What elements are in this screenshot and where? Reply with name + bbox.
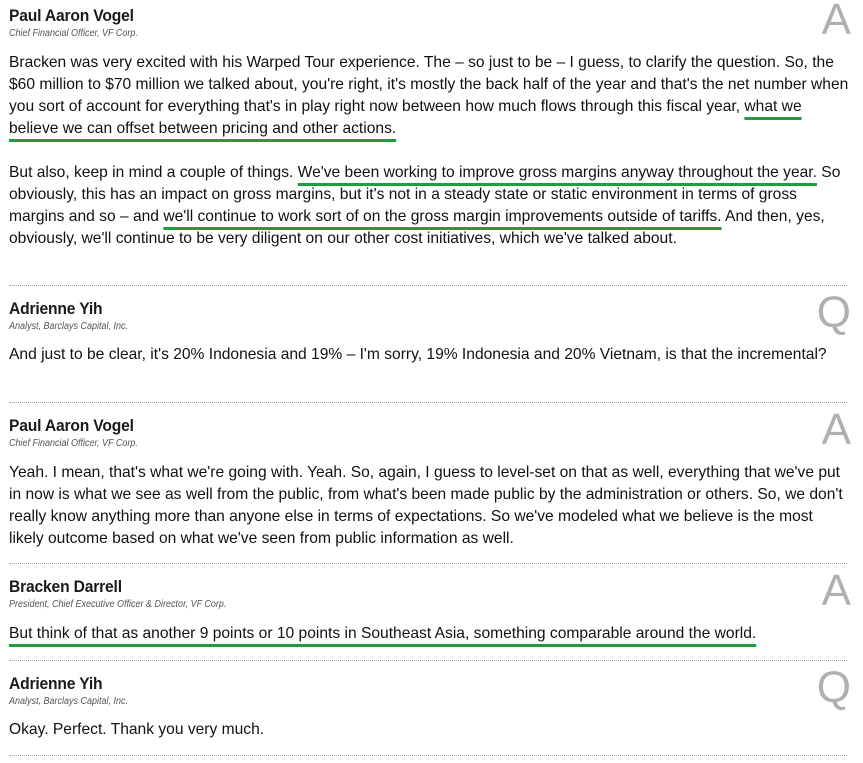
highlighted-text-segment: But think of that as another 9 points or 10 points in Southeast Asia, something comparable around the world.	[9, 625, 757, 642]
speaker-role: Analyst, Barclays Capital, Inc.	[9, 321, 129, 332]
question-text	[9, 719, 849, 741]
speaker-role: Chief Financial Officer, VF Corp.	[9, 28, 138, 39]
speaker-name: Paul Aaron Vogel	[9, 6, 134, 25]
speaker-name: Paul Aaron Vogel	[9, 416, 134, 435]
text-segment: Yeah. I mean, that's what we're going with. Yeah. So, again, I guess to level-set on that as well, everything that we've put in now is what we see as well from the public, from what's been made public by the administration or others. So, we don't really know anything more than anyone else in terms of expectations. So we've modeled what we believe is the most likely outcome based on what we've seen from public information as well.	[9, 464, 843, 547]
text-segment: And just to be clear, it's 20% Indonesia and 19% – I'm sorry, 19% Indonesia and 20% Vietnam, is that the incremental?	[9, 346, 827, 363]
transcript-entry	[9, 288, 855, 394]
text-segment: And then, yes, obviously, we'll continue to be very diligent on our other cost initiatives, which we've talked about.	[9, 208, 825, 247]
text-segment: Okay. Perfect. Thank you very much.	[9, 721, 265, 738]
speaker-role: Chief Financial Officer, VF Corp.	[9, 438, 138, 449]
transcript-entry	[9, 405, 855, 556]
paragraph	[9, 52, 849, 140]
paragraph	[9, 623, 849, 645]
question-marker: Q	[816, 288, 851, 337]
transcript-entry	[9, 0, 855, 276]
text-segment: Bracken was very excited with his Warped Tour experience. The – so just to be – I guess, to clarify the question. So, the $60 million to $70 million we talked about, you're right, it's mostly the back half of the year and that's the net number when you sort of account for everything that's in play right now between how much flows through this fiscal year,	[9, 54, 849, 115]
answer-text	[9, 52, 849, 250]
transcript-entry	[9, 663, 855, 749]
answer-marker: A	[821, 566, 851, 615]
transcript-entry	[9, 566, 855, 652]
divider	[9, 563, 847, 564]
divider	[9, 285, 847, 286]
speaker-name: Adrienne Yih	[9, 674, 103, 693]
paragraph	[9, 462, 849, 550]
answer-text	[9, 623, 849, 645]
question-text	[9, 344, 849, 366]
question-marker: Q	[816, 663, 851, 712]
paragraph	[9, 719, 849, 741]
answer-marker: A	[821, 405, 851, 454]
speaker-name: Adrienne Yih	[9, 299, 103, 318]
answer-text	[9, 462, 849, 550]
speaker-name: Bracken Darrell	[9, 577, 122, 596]
text-segment: But also, keep in mind a couple of things.	[9, 164, 298, 181]
answer-marker: A	[821, 0, 851, 44]
text-segment: So obviously, this has an impact on gross margins, but it's not in a steady state or static environment in terms of gross margins and so – and	[9, 164, 841, 225]
divider	[9, 402, 847, 403]
speaker-role: President, Chief Executive Officer & Director, VF Corp.	[9, 599, 227, 610]
divider	[9, 660, 847, 661]
paragraph	[9, 162, 849, 250]
highlighted-text-segment: what we believe we can offset between pricing and other actions.	[9, 98, 802, 137]
divider	[9, 755, 847, 756]
highlighted-text-segment: we'll continue to work sort of on the gross margin improvements outside of tariffs.	[163, 208, 722, 225]
speaker-role: Analyst, Barclays Capital, Inc.	[9, 696, 129, 707]
highlighted-text-segment: We've been working to improve gross margins anyway throughout the year.	[297, 164, 817, 181]
paragraph	[9, 344, 849, 366]
